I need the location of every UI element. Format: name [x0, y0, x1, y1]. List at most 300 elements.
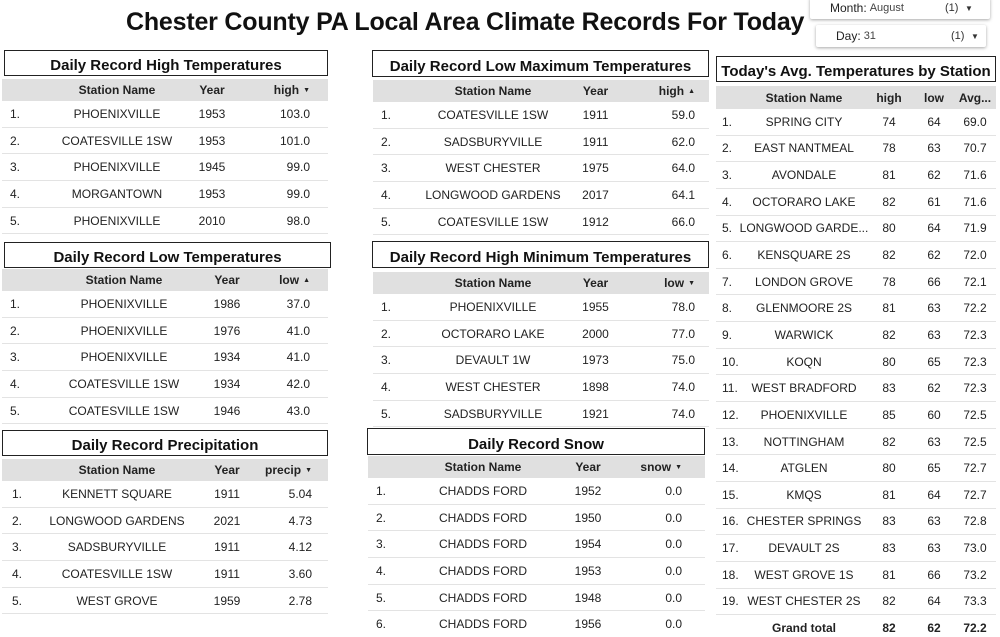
record-high-table [2, 79, 328, 234]
row-index: 5. [376, 590, 387, 605]
table-row [368, 531, 705, 558]
table-row [373, 294, 709, 321]
row-index: 17. [722, 541, 739, 556]
row-index: 6. [376, 617, 387, 632]
average: 73.2 [963, 567, 987, 582]
high: 83 [882, 514, 896, 529]
column-header [388, 456, 578, 478]
value: 5.04 [288, 486, 312, 501]
value: 0.0 [665, 510, 682, 525]
row-index: 4. [381, 187, 392, 202]
station-name: LONDON GROVE [754, 274, 853, 289]
high: 78 [882, 141, 896, 156]
table-row [716, 375, 996, 402]
station-name: WARWICK [774, 327, 834, 342]
station-name: COATESVILLE 1SW [437, 214, 549, 229]
average: 72.0 [963, 248, 987, 263]
value: 78.0 [671, 299, 695, 314]
low: 62 [927, 248, 941, 263]
row-index: 4. [10, 186, 21, 201]
year: 1975 [582, 161, 609, 176]
row-index: 2. [376, 510, 387, 525]
day-filter-count: (1) [951, 30, 965, 42]
column-header [22, 79, 212, 101]
station-name: KENNETT SQUARE [62, 486, 172, 501]
high: 80 [882, 461, 896, 476]
station-name: WEST CHESTER [445, 161, 541, 176]
row-index: 11. [722, 381, 738, 396]
station-name: CHADDS FORD [438, 510, 527, 525]
row-index: 5. [381, 214, 392, 229]
table-row [2, 371, 328, 398]
low: 63 [927, 434, 941, 449]
value: 64.0 [671, 161, 695, 176]
table-row [373, 129, 709, 156]
column-header [403, 80, 583, 102]
year: 1986 [213, 296, 241, 311]
value: 0.0 [665, 617, 682, 632]
station-name: ATGLEN [780, 461, 828, 476]
total-average: 72.2 [963, 621, 987, 636]
row-index: 4. [381, 379, 392, 394]
year: 1953 [198, 106, 226, 121]
average: 72.3 [963, 327, 987, 342]
station-name: COATESVILLE 1SW [68, 403, 180, 418]
column-header [568, 456, 608, 478]
station-name: PHOENIXVILLE [73, 106, 161, 121]
precip-title: Daily Record Precipitation [2, 430, 328, 456]
station-name: DEVAULT 2S [768, 541, 840, 556]
dropdown-arrow-icon[interactable]: ▼ [965, 3, 973, 13]
row-index: 1. [722, 114, 733, 129]
avg-header [716, 86, 996, 109]
station-name: CHADDS FORD [438, 537, 527, 552]
high-min-table [373, 272, 709, 427]
value: 64.1 [671, 187, 695, 202]
value: 62.0 [671, 134, 695, 149]
row-index: 3. [12, 540, 23, 555]
year: 1954 [574, 537, 602, 552]
day-filter-value: 31 [863, 30, 876, 42]
table-row [716, 429, 996, 456]
precip-header [2, 459, 328, 481]
low: 64 [927, 487, 941, 502]
year: 1948 [574, 590, 602, 605]
value: 4.12 [288, 540, 312, 555]
station-name: KOQN [786, 354, 822, 369]
row-index: 3. [376, 537, 387, 552]
snow-header [368, 456, 705, 478]
table-row [716, 269, 996, 296]
high-min-title: Daily Record High Minimum Temperatures [372, 241, 709, 268]
station-name: LONGWOOD GARDE... [739, 221, 869, 236]
station-name: WEST GROVE [76, 593, 158, 608]
row-index: 9. [722, 327, 733, 342]
value: 41.0 [286, 350, 310, 365]
value: 74.0 [671, 406, 695, 421]
day-filter[interactable] [816, 25, 986, 47]
grand-total-label: Grand total [771, 621, 836, 636]
low-max-title: Daily Record Low Maximum Temperatures [372, 50, 709, 77]
table-row [368, 558, 705, 585]
table-row [373, 182, 709, 209]
station-name: PHOENIXVILLE [80, 296, 168, 311]
station-name: NOTTINGHAM [763, 434, 845, 449]
year: 1898 [582, 379, 609, 394]
station-name: SADSBURYVILLE [67, 540, 167, 555]
sort-arrow-icon[interactable]: ▼ [688, 279, 695, 287]
station-name: KMQS [786, 487, 822, 502]
row-index: 1. [381, 107, 392, 122]
year: 1911 [582, 107, 609, 122]
year: 1953 [574, 563, 602, 578]
column-header-label: precip [265, 463, 302, 477]
column-header [207, 459, 247, 481]
sort-arrow-icon[interactable]: ▼ [303, 86, 310, 94]
table-row [373, 347, 709, 374]
row-index: 5. [10, 213, 21, 228]
low: 63 [927, 141, 941, 156]
column-header [207, 269, 247, 291]
low: 64 [927, 594, 941, 609]
table-row [2, 154, 328, 181]
year: 1950 [574, 510, 602, 525]
column-header-label: Station Name [78, 463, 156, 477]
table-row [368, 505, 705, 532]
high: 78 [882, 274, 896, 289]
year: 1912 [582, 214, 609, 229]
row-index: 1. [376, 483, 387, 498]
column-header [573, 80, 618, 102]
table-row [373, 321, 709, 348]
row-index: 7. [722, 274, 733, 289]
station-name: PHOENIXVILLE [80, 323, 168, 338]
value: 0.0 [665, 483, 682, 498]
year: 1934 [213, 376, 241, 391]
average: 71.6 [963, 168, 987, 183]
value: 77.0 [671, 326, 695, 341]
table-row [373, 374, 709, 401]
table-row [716, 562, 996, 589]
station-name: PHOENIXVILLE [73, 160, 161, 175]
row-index: 2. [381, 326, 392, 341]
station-name: CHESTER SPRINGS [746, 514, 862, 529]
record-high-title: Daily Record High Temperatures [4, 50, 328, 76]
column-header-label: Station Name [444, 460, 522, 474]
table-row [716, 509, 996, 536]
value: 41.0 [286, 323, 310, 338]
page-title: Chester County PA Local Area Climate Records For Today [126, 8, 805, 36]
sort-arrow-icon[interactable]: ▲ [303, 276, 310, 284]
column-header: high [876, 90, 902, 105]
snow-sort-header[interactable] [640, 456, 682, 478]
row-index: 12. [722, 407, 739, 422]
column-header-label: Year [214, 273, 240, 287]
value: 43.0 [286, 403, 310, 418]
avg-title: Today's Avg. Temperatures by Station [716, 56, 996, 82]
column-header-label: Year [582, 276, 609, 290]
row-index: 5. [722, 221, 733, 236]
column-header-label: Station Name [78, 83, 156, 97]
station-name: GLENMOORE 2S [755, 301, 853, 316]
year: 1945 [198, 160, 226, 175]
record-low-header [2, 269, 328, 291]
row-index: 2. [722, 141, 733, 156]
row-index: 5. [381, 406, 392, 421]
table-row [2, 101, 328, 128]
station-name: COATESVILLE 1SW [68, 376, 180, 391]
year: 1952 [574, 483, 602, 498]
year: 1911 [582, 134, 609, 149]
record-low-title: Daily Record Low Temperatures [4, 242, 331, 268]
low: 61 [927, 194, 941, 209]
station-name: PHOENIXVILLE [80, 350, 168, 365]
low: 66 [927, 567, 941, 582]
average: 72.1 [963, 274, 987, 289]
row-index: 13. [722, 434, 739, 449]
average: 72.5 [963, 407, 987, 422]
station-name: CHADDS FORD [438, 590, 527, 605]
station-name: OCTORARO LAKE [752, 194, 856, 209]
table-row [716, 535, 996, 562]
station-name: WEST BRADFORD [751, 381, 857, 396]
grand-total-row [716, 615, 996, 637]
year: 1934 [213, 350, 241, 365]
precip-sort-header[interactable] [265, 459, 312, 481]
average: 69.0 [963, 114, 987, 129]
row-index: 3. [381, 161, 392, 176]
value: 75.0 [671, 353, 695, 368]
year: 1921 [582, 406, 609, 421]
row-index: 3. [10, 160, 21, 175]
table-row [2, 181, 328, 208]
station-name: WEST GROVE 1S [754, 567, 854, 582]
sort-arrow-icon[interactable]: ▲ [688, 87, 695, 95]
row-index: 6. [722, 248, 733, 263]
station-name: COATESVILLE 1SW [61, 133, 173, 148]
row-index: 5. [12, 593, 23, 608]
high-min-header [373, 272, 709, 294]
value: 101.0 [279, 133, 310, 148]
table-row [2, 508, 328, 535]
value: 99.0 [286, 160, 310, 175]
column-header-label: Station Name [454, 84, 532, 98]
low: 64 [927, 221, 941, 236]
average: 72.3 [963, 381, 987, 396]
row-index: 3. [10, 350, 21, 365]
average: 71.6 [963, 194, 987, 209]
average: 73.0 [963, 541, 987, 556]
table-row [716, 136, 996, 163]
table-row [716, 242, 996, 269]
high: 80 [882, 221, 896, 236]
row-index: 2. [10, 323, 21, 338]
column-header [403, 272, 583, 294]
column-header-label: Year [582, 84, 609, 98]
record-low-sort-header[interactable] [272, 269, 310, 291]
column-header-label: Year [199, 83, 225, 97]
table-row [716, 162, 996, 189]
column-header-label: high [273, 83, 300, 97]
average: 72.8 [963, 514, 987, 529]
row-index: 1. [381, 299, 392, 314]
year: 1973 [582, 353, 609, 368]
year: 2000 [582, 326, 609, 341]
value: 74.0 [671, 379, 695, 394]
record-high-header [2, 79, 328, 101]
high: 83 [882, 541, 896, 556]
station-name: CHADDS FORD [438, 617, 527, 632]
station-name: MORGANTOWN [71, 186, 163, 201]
row-index: 3. [722, 168, 733, 183]
month-filter-label: Month: [830, 1, 867, 15]
table-row [2, 588, 328, 615]
month-filter-value: August [869, 2, 904, 14]
snow-table [368, 456, 705, 637]
sort-arrow-icon[interactable]: ▼ [675, 463, 682, 471]
year: 1953 [198, 186, 226, 201]
station-name: PHOENIXVILLE [760, 407, 848, 422]
value: 66.0 [671, 214, 695, 229]
high: 85 [882, 407, 896, 422]
year: 2010 [198, 213, 226, 228]
year: 1976 [213, 323, 241, 338]
year: 1911 [214, 566, 240, 581]
value: 98.0 [286, 213, 310, 228]
station-name: CHADDS FORD [438, 563, 527, 578]
row-index: 5. [10, 403, 21, 418]
table-row [368, 478, 705, 505]
station-name: EAST NANTMEAL [754, 141, 854, 156]
table-row [373, 102, 709, 129]
station-name: LONGWOOD GARDENS [49, 513, 185, 528]
table-row [368, 585, 705, 612]
row-index: 8. [722, 301, 733, 316]
table-row [716, 455, 996, 482]
record-high-sort-header[interactable] [272, 79, 310, 101]
row-index: 4. [722, 194, 733, 209]
station-name: PHOENIXVILLE [449, 299, 537, 314]
station-name: CHADDS FORD [438, 483, 527, 498]
table-row [373, 401, 709, 428]
low: 63 [927, 301, 941, 316]
row-index: 2. [381, 134, 392, 149]
column-header-label: snow [640, 460, 672, 474]
high: 82 [882, 194, 896, 209]
day-filter-label: Day: [836, 29, 861, 43]
year: 1953 [198, 133, 226, 148]
table-row [716, 189, 996, 216]
row-index: 1. [10, 106, 21, 121]
station-name: DEVAULT 1W [455, 353, 531, 368]
column-header-label: Station Name [85, 273, 163, 287]
table-row [2, 208, 328, 235]
sort-arrow-icon[interactable]: ▼ [305, 466, 312, 474]
total-low: 62 [927, 621, 941, 636]
precip-table [2, 459, 328, 614]
column-header: low [924, 90, 944, 105]
high: 80 [882, 354, 896, 369]
table-row [2, 344, 328, 371]
row-index: 3. [381, 353, 392, 368]
low: 63 [927, 541, 941, 556]
average: 72.5 [963, 434, 987, 449]
column-header: Station Name [765, 90, 843, 105]
value: 2.78 [288, 593, 312, 608]
year: 1959 [213, 593, 241, 608]
high: 81 [882, 168, 896, 183]
table-row [716, 109, 996, 136]
row-index: 2. [10, 133, 21, 148]
table-row [716, 216, 996, 243]
low: 63 [927, 327, 941, 342]
table-row [2, 318, 328, 345]
row-index: 4. [10, 376, 21, 391]
high: 81 [882, 487, 896, 502]
station-name: PHOENIXVILLE [73, 213, 161, 228]
column-header-label: Year [214, 463, 240, 477]
high: 82 [882, 434, 896, 449]
low: 62 [927, 168, 941, 183]
row-index: 4. [12, 566, 23, 581]
table-row [2, 481, 328, 508]
value: 0.0 [665, 590, 682, 605]
station-name: SADSBURYVILLE [443, 134, 543, 149]
value: 0.0 [665, 563, 682, 578]
low: 65 [927, 461, 941, 476]
high-min-sort-header[interactable] [663, 272, 695, 294]
avg-table [716, 86, 996, 637]
snow-title: Daily Record Snow [367, 428, 705, 455]
column-header [573, 272, 618, 294]
high: 82 [882, 248, 896, 263]
table-row [2, 291, 328, 318]
table-row [2, 534, 328, 561]
column-header-label: low [279, 273, 300, 287]
year: 1946 [213, 403, 241, 418]
column-header-label: Year [575, 460, 601, 474]
station-name: LONGWOOD GARDENS [425, 187, 561, 202]
value: 99.0 [286, 186, 310, 201]
average: 70.7 [963, 141, 987, 156]
high: 81 [882, 567, 896, 582]
table-row [2, 128, 328, 155]
year: 1955 [582, 299, 609, 314]
low-max-sort-header[interactable] [658, 80, 695, 102]
high: 82 [882, 594, 896, 609]
dropdown-arrow-icon[interactable]: ▼ [971, 31, 979, 41]
row-index: 4. [376, 563, 387, 578]
year: 2017 [582, 187, 609, 202]
high: 83 [882, 381, 896, 396]
table-row [373, 155, 709, 182]
table-row [716, 482, 996, 509]
value: 0.0 [665, 537, 682, 552]
table-row [716, 295, 996, 322]
table-row [716, 322, 996, 349]
station-name: WEST CHESTER 2S [747, 594, 861, 609]
month-filter[interactable] [810, 0, 990, 19]
table-row [2, 398, 328, 425]
column-header [22, 459, 212, 481]
average: 72.7 [963, 461, 987, 476]
station-name: COATESVILLE 1SW [437, 107, 549, 122]
station-name: SPRING CITY [765, 114, 843, 129]
total-high: 82 [882, 621, 896, 636]
year: 1956 [574, 617, 602, 632]
table-row [716, 402, 996, 429]
high: 82 [882, 327, 896, 342]
